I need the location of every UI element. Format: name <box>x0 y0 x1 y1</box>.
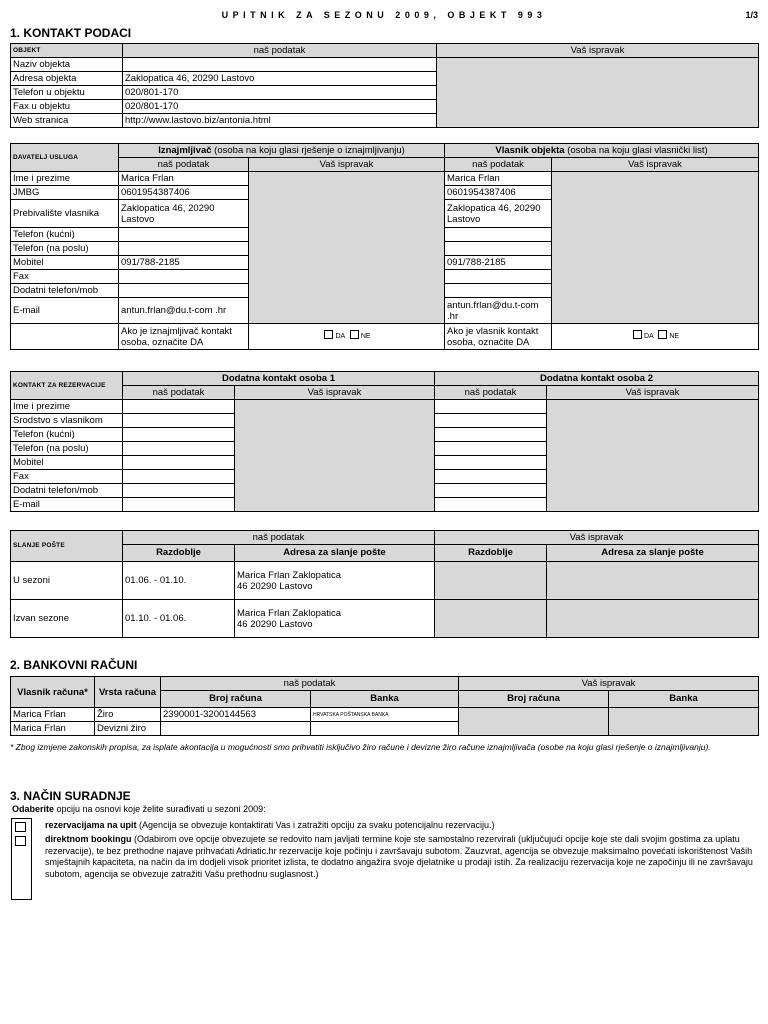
col-vlasnik: Vlasnik računa* <box>11 677 95 708</box>
davatelj-table <box>10 143 759 350</box>
broj-correction-field[interactable] <box>459 708 609 736</box>
cooperation-intro: Odaberite opciju na osnovi koje želite surađivati u sezoni 2009: <box>12 804 266 814</box>
row-label: Telefon (kućni) <box>11 428 123 442</box>
col-razdoblje: Razdoblje <box>435 545 547 562</box>
razdoblje-value[interactable]: 01.10. - 01.06. <box>123 600 235 638</box>
row-label: Telefon (na poslu) <box>11 242 119 256</box>
section-3-title: 3. NAČIN SURADNJE <box>10 789 131 803</box>
option-direct-text: direktnom bookingu (Odabirom ove opcije obvezujete se redovito nam javljati termine koje ste samostalno rezervirali (uključujući opcije koje ste dali svojim gostima za uplatu rezervacije), te bez prethodne najave prihvaćati Adriatic.hr rezervacije koje počinju i završavaju subotom. Zauzvrat, agencija se obvezuje maksimalno povećati iskorištenost Vaših smještajnih kapaciteta, na način da im dodjeli visok prioritet izlista, te dodatno angažira svoje djelatnike u prodaji istih. Za realizaciju rezervacija koje ne započinju ili ne završavaju subotom, agencija se obvezuje zatražiti Vašu prethodnu suglasnost.) <box>45 834 753 879</box>
osoba1-value[interactable] <box>123 400 235 414</box>
vla-kontakt-options <box>552 324 759 350</box>
row-label: Mobitel <box>11 456 123 470</box>
ne-label: NE <box>669 333 680 340</box>
vrsta-value[interactable]: Žiro <box>95 708 161 722</box>
vlasnik-value[interactable]: Marica Frlan <box>11 722 95 736</box>
osoba2-value[interactable] <box>435 400 547 414</box>
col-nas-podatak: naš podatak <box>123 386 235 400</box>
ne-label: NE <box>360 333 371 340</box>
izn-value[interactable]: antun.frlan@du.t-com .hr <box>119 298 249 324</box>
col-adresa: Adresa za slanje pošte <box>235 545 435 562</box>
osoba2-value[interactable] <box>435 414 547 428</box>
osoba1-value[interactable] <box>123 428 235 442</box>
osoba2-value[interactable] <box>435 428 547 442</box>
document-title: UPITNIK ZA SEZONU 2009, OBJEKT 993 <box>221 10 547 20</box>
adresa-value[interactable]: Marica Frlan Zaklopatica 46 20290 Lastovo <box>235 562 435 600</box>
col-nas-podatak: naš podatak <box>123 44 437 58</box>
vla-value[interactable]: Zaklopatica 46, 20290 Lastovo <box>445 200 552 228</box>
row-label: Fax <box>11 470 123 484</box>
objekt-correction-field[interactable] <box>437 58 759 128</box>
row-label: JMBG <box>11 186 119 200</box>
vla-ne-checkbox[interactable] <box>658 330 667 339</box>
col-adresa: Adresa za slanje pošte <box>547 545 759 562</box>
da-label: DA <box>643 333 654 340</box>
row-value[interactable]: http://www.lastovo.biz/antonia.html <box>123 114 437 128</box>
row-value[interactable]: Zaklopatica 46, 20290 Lastovo <box>123 72 437 86</box>
izn-ne-checkbox[interactable] <box>350 330 359 339</box>
da-label: DA <box>335 333 346 340</box>
col-banka: Banka <box>609 691 759 708</box>
vla-value[interactable]: antun.frlan@du.t-com .hr <box>445 298 552 324</box>
col-broj: Broj računa <box>161 691 311 708</box>
col-broj: Broj računa <box>459 691 609 708</box>
objekt-table <box>10 43 759 128</box>
col-banka: Banka <box>311 691 459 708</box>
row-label: Dodatni telefon/mob <box>11 484 123 498</box>
page-number: 1/3 <box>745 10 758 20</box>
row-value[interactable]: 020/801-170 <box>123 86 437 100</box>
osoba2-header: Dodatna kontakt osoba 2 <box>435 372 759 386</box>
row-label: Fax <box>11 270 119 284</box>
row-label: Telefon u objektu <box>11 86 123 100</box>
vla-value[interactable] <box>445 270 552 284</box>
col-nas-podatak: naš podatak <box>435 386 547 400</box>
osoba1-correction-field[interactable] <box>235 400 435 512</box>
vla-value[interactable] <box>445 242 552 256</box>
vla-value[interactable] <box>445 228 552 242</box>
row-label: E-mail <box>11 498 123 512</box>
banka-value[interactable]: HRVATSKA POŠTANSKA BANKA <box>311 708 459 722</box>
vlasnik-value[interactable]: Marica Frlan <box>11 708 95 722</box>
col-vas-ispravak: Vaš ispravak <box>235 386 435 400</box>
osoba2-value[interactable] <box>435 498 547 512</box>
izn-value[interactable]: Marica Frlan <box>119 172 249 186</box>
vla-value[interactable]: 091/788-2185 <box>445 256 552 270</box>
izn-correction-field[interactable] <box>249 172 445 324</box>
davatelj-label: DAVATELJ USLUGA <box>11 144 119 172</box>
vla-kontakt-question: Ako je vlasnik kontakt osoba, označite DA <box>445 324 552 350</box>
osoba2-value[interactable] <box>435 470 547 484</box>
adresa-correction-field[interactable] <box>547 562 759 600</box>
vla-value[interactable] <box>445 284 552 298</box>
row-label: Web stranica <box>11 114 123 128</box>
adresa-value[interactable]: Marica Frlan Zaklopatica 46 20290 Lastovo <box>235 600 435 638</box>
row-value[interactable] <box>123 58 437 72</box>
bank-note: * Zbog izmjene zakonskih propisa, za isplate akontacija u mogućnosti smo prihvatiti isključivo žiro račune i devizne žiro račune iznajmljivača (osobe na koju glasi rješenje o iznajmljivanju). <box>10 742 711 752</box>
col-vas-ispravak: Vaš ispravak <box>459 677 759 691</box>
section-1-title: 1. KONTAKT PODACI <box>10 26 132 40</box>
row-label: E-mail <box>11 298 119 324</box>
vrsta-value[interactable]: Devizni žiro <box>95 722 161 736</box>
izn-value[interactable] <box>119 270 249 284</box>
col-nas-podatak: naš podatak <box>445 158 552 172</box>
row-label: Srodstvo s vlasnikom <box>11 414 123 428</box>
banka-value[interactable] <box>311 722 459 736</box>
osoba2-value[interactable] <box>435 484 547 498</box>
izn-value[interactable]: 091/788-2185 <box>119 256 249 270</box>
col-razdoblje: Razdoblje <box>123 545 235 562</box>
row-label: Prebivalište vlasnika <box>11 200 119 228</box>
broj-value[interactable]: 2390001-3200144563 <box>161 708 311 722</box>
izn-da-checkbox[interactable] <box>324 330 333 339</box>
col-vas-ispravak: Vaš ispravak <box>547 386 759 400</box>
osoba1-value[interactable] <box>123 484 235 498</box>
col-vrsta: Vrsta računa <box>95 677 161 708</box>
option-direct-checkbox[interactable] <box>15 836 26 846</box>
osoba1-value[interactable] <box>123 498 235 512</box>
rezervacije-table <box>10 371 759 512</box>
row-label: Naziv objekta <box>11 58 123 72</box>
broj-value[interactable] <box>161 722 311 736</box>
col-vas-ispravak: Vaš ispravak <box>435 531 759 545</box>
col-vas-ispravak: Vaš ispravak <box>552 158 759 172</box>
osoba1-header: Dodatna kontakt osoba 1 <box>123 372 435 386</box>
row-label: Fax u objektu <box>11 100 123 114</box>
row-label: Mobitel <box>11 256 119 270</box>
izn-kontakt-options <box>249 324 445 350</box>
row-label: U sezoni <box>11 562 123 600</box>
objekt-label: OBJEKT <box>11 44 123 58</box>
osoba1-value[interactable] <box>123 456 235 470</box>
izn-value[interactable] <box>119 284 249 298</box>
row-value[interactable]: 020/801-170 <box>123 100 437 114</box>
rezervacije-label: KONTAKT ZA REZERVACIJE <box>11 372 123 400</box>
col-vas-ispravak: Vaš ispravak <box>249 158 445 172</box>
vla-value[interactable]: 0601954387406 <box>445 186 552 200</box>
osoba1-value[interactable] <box>123 470 235 484</box>
option-upit-text: rezervacijama na upit (Agencija se obvezuje kontaktirati Vas i zatražiti opciju za svaku potencijalnu rezervaciju.) <box>45 820 495 830</box>
col-nas-podatak: naš podatak <box>119 158 249 172</box>
osoba2-value[interactable] <box>435 442 547 456</box>
osoba2-correction-field[interactable] <box>547 400 759 512</box>
izn-kontakt-question: Ako je iznajmljivač kontakt osoba, označite DA <box>119 324 249 350</box>
izn-value[interactable]: Zaklopatica 46, 20290 Lastovo <box>119 200 249 228</box>
row-label: Ime i prezime <box>11 400 123 414</box>
osoba2-value[interactable] <box>435 456 547 470</box>
vla-value[interactable]: Marica Frlan <box>445 172 552 186</box>
col-vas-ispravak: Vaš ispravak <box>437 44 759 58</box>
razdoblje-correction-field[interactable] <box>435 600 547 638</box>
razdoblje-correction-field[interactable] <box>435 562 547 600</box>
vla-correction-field[interactable] <box>552 172 759 324</box>
empty-label <box>11 324 119 350</box>
row-label: Dodatni telefon/mob <box>11 284 119 298</box>
adresa-correction-field[interactable] <box>547 600 759 638</box>
posta-label: SLANJE POŠTE <box>11 531 123 562</box>
bank-table <box>10 676 759 736</box>
vlasnik-header: Vlasnik objekta (osoba na koju glasi vlasnički list) <box>445 144 759 158</box>
izn-value[interactable]: 0601954387406 <box>119 186 249 200</box>
osoba1-value[interactable] <box>123 442 235 456</box>
col-nas-podatak: naš podatak <box>123 531 435 545</box>
option-upit-checkbox[interactable] <box>15 822 26 832</box>
posta-table <box>10 530 759 638</box>
row-label: Izvan sezone <box>11 600 123 638</box>
col-nas-podatak: naš podatak <box>161 677 459 691</box>
row-label: Adresa objekta <box>11 72 123 86</box>
razdoblje-value[interactable]: 01.06. - 01.10. <box>123 562 235 600</box>
banka-correction-field[interactable] <box>609 708 759 736</box>
row-label: Ime i prezime <box>11 172 119 186</box>
section-2-title: 2. BANKOVNI RAČUNI <box>10 658 138 672</box>
vla-da-checkbox[interactable] <box>633 330 642 339</box>
iznajmljivac-header: Iznajmljivač (osoba na koju glasi rješenje o iznajmljivanju) <box>119 144 445 158</box>
izn-value[interactable] <box>119 242 249 256</box>
osoba1-value[interactable] <box>123 414 235 428</box>
row-label: Telefon (kućni) <box>11 228 119 242</box>
row-label: Telefon (na poslu) <box>11 442 123 456</box>
izn-value[interactable] <box>119 228 249 242</box>
